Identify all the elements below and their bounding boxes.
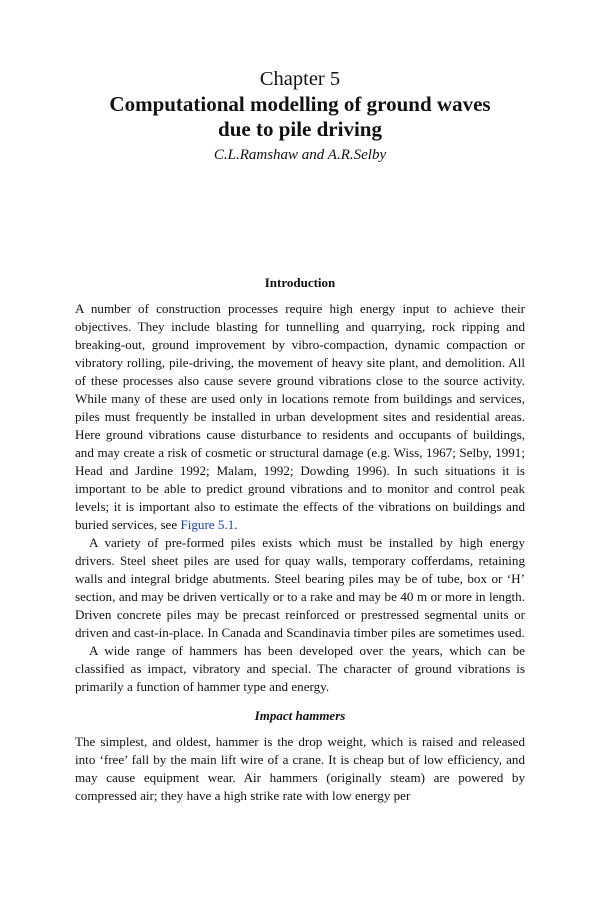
introduction-body (75, 300, 525, 696)
impact-hammers-paragraph-1: The simplest, and oldest, hammer is the drop weight, which is raised and released into ‘free’ fall by the main lift wire of a crane. It is cheap but of low efficiency, and may cause equipment wear. Air hammers (originally steam) are powered by compressed air; they have a high strike rate with low energy per (75, 734, 525, 803)
chapter-title-line-2: due to pile driving (218, 116, 382, 141)
chapter-title (75, 92, 525, 141)
introduction-paragraph-1-end: . (234, 517, 238, 532)
impact-hammers-body (75, 733, 525, 805)
chapter-number: Chapter 5 (259, 68, 341, 90)
introduction-paragraph-1-text: A number of construction processes require high energy input to achieve their objectives. They include blasting for tunnelling and quarrying, rock ripping and breaking-out, ground improvement by vibro-compaction, dynamic compaction or vibratory rolling, pile-driving, the movement of heavy site plant, and demolition. All of these processes also cause severe ground vibrations close to the source activity. While many of these are used only in locations remote from buildings and services, piles must frequently be installed in urban development sites and residential areas. Here ground vibrations cause disturbance to residents and occupants of buildings, and may create a risk of cosmetic or structural damage (e.g. Wiss, 1967; Selby, 1991; Head and Jardine 1992; Malam, 1992; Dowding 1996). In such situations it is important to be able to predict ground vibrations and to monitor and control peak levels; it is important also to estimate the effects of the vibrations on buildings and buried services, see (75, 301, 525, 532)
section-heading-impact-hammers: Impact hammers (254, 708, 346, 723)
introduction-paragraph-3: A wide range of hammers has been developed over the years, which can be classified as impact, vibratory and special. The character of ground vibrations is primarily a function of hammer type and energy. (75, 643, 525, 694)
chapter-title-line-1: Computational modelling of ground waves (109, 92, 491, 116)
figure-5-1-link[interactable]: Figure 5.1 (180, 517, 235, 532)
chapter-authors: C.L.Ramshaw and A.R.Selby (213, 147, 387, 163)
introduction-paragraph-2: A variety of pre-formed piles exists which must be installed by high energy drivers. Steel sheet piles are used for quay walls, temporary cofferdams, retaining walls and integral bridge abutments. Steel bearing piles may be of tube, box or ‘H’ section, and may be driven vertically or to a rake and may be 40 m or more in length. Driven concrete piles may be precast reinforced or prestressed segmental units or driven and cast-in-place. In Canada and Scandinavia timber piles are sometimes used. (75, 535, 525, 640)
section-heading-introduction: Introduction (264, 275, 336, 290)
introduction-paragraph-1 (75, 300, 525, 534)
